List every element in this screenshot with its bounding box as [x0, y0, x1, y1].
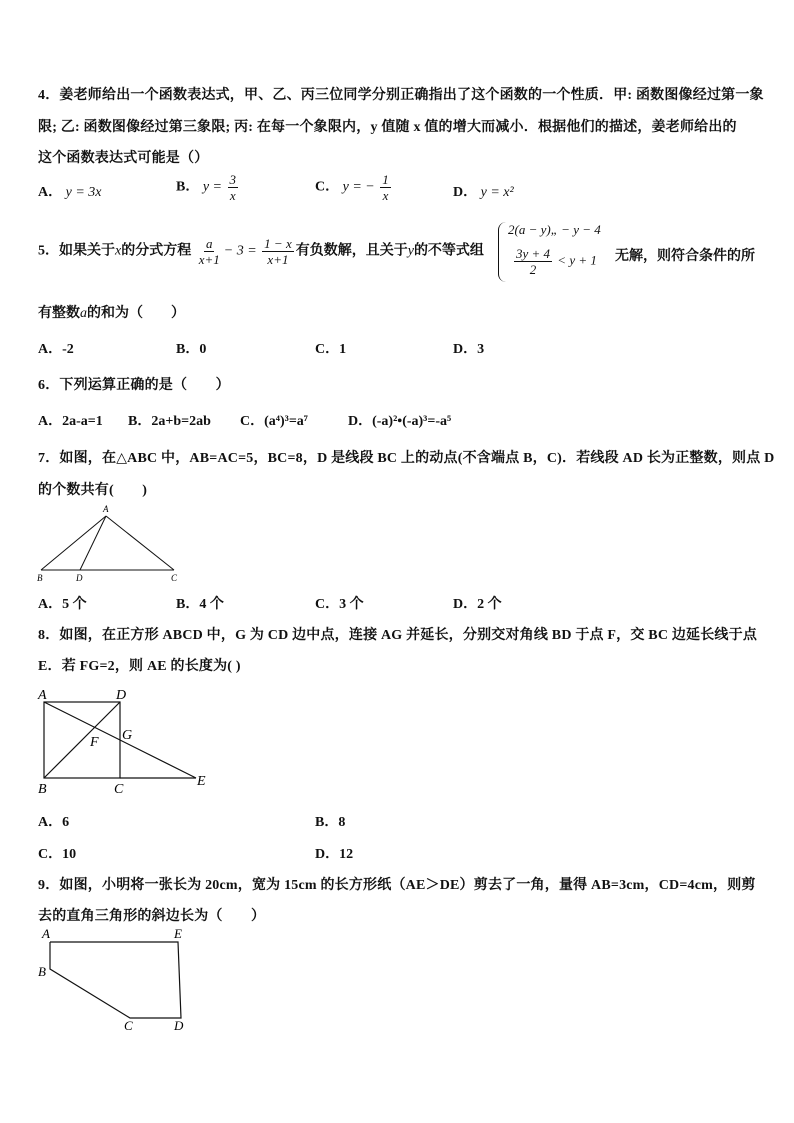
q5-option-a: A．-2: [38, 342, 74, 357]
segment-ab: [41, 516, 106, 570]
q4-stem-line3: 这个函数表达式可能是（）: [38, 151, 209, 166]
label-b: B: [38, 964, 46, 979]
fraction-numerator: a: [205, 236, 213, 251]
q4-stem-line1: 4．姜老师给出一个函数表达式，甲、乙、丙三位同学分别正确指出了这个函数的一个性质．甲: 函数图像经过第一象: [38, 88, 764, 103]
q8-option-d: D．12: [315, 847, 354, 862]
q7-option-a: A．5 个: [38, 597, 87, 612]
q5-fraction-b: [262, 236, 294, 267]
label-e: E: [197, 774, 206, 789]
label-c: C: [124, 1018, 133, 1033]
q4-option-a-label: A．: [38, 185, 63, 200]
q5-mid3: 的不等式组: [413, 243, 484, 259]
label-b: B: [38, 782, 47, 797]
q5-stem-suffix: 无解，则符合条件的所: [615, 249, 755, 264]
q5-inequality-2: [512, 246, 597, 277]
label-e: E: [174, 926, 182, 941]
q4-option-a-expr: y = 3x: [65, 185, 102, 200]
q5-option-d: D．3: [453, 342, 485, 357]
q5-minus-three: − 3 =: [223, 243, 257, 259]
q4-option-d-label: D．: [453, 185, 478, 200]
q5-prefix: 5．如果关于: [38, 243, 115, 259]
q4-option-b-fraction: [228, 172, 239, 203]
q8-option-a: A．6: [38, 815, 70, 830]
fraction-numerator: 1 − x: [264, 236, 292, 251]
q5-mid2: 有负数解，且关于: [295, 243, 408, 259]
fraction-numerator: 1: [382, 172, 389, 187]
q7-option-b: B．4 个: [176, 597, 224, 612]
q8-option-b: B．8: [315, 815, 346, 830]
q8-stem-line1: 8．如图，在正方形 ABCD 中，G 为 CD 边中点，连接 AG 并延长，分别交对角线 BD 于点 F，交 BC 边延长线于点: [38, 628, 758, 643]
q6-option-b: B．2a+b=2ab: [128, 414, 211, 429]
fraction-numerator: 3y + 4: [516, 246, 551, 261]
label-d: D: [174, 1018, 184, 1033]
label-d: D: [116, 688, 127, 703]
q6-option-d: D．(-a)²•(-a)³=-a⁵: [348, 414, 452, 429]
q8-option-c: C．10: [38, 847, 77, 862]
label-f: F: [90, 735, 99, 750]
label-a: A: [103, 504, 109, 514]
fraction-denominator: x+1: [267, 252, 289, 267]
q4-option-d: [453, 181, 514, 201]
q9-stem-line2: 去的直角三角形的斜边长为（ ）: [38, 909, 266, 924]
left-brace: [498, 222, 507, 282]
q9-cut-paper-figure: [34, 924, 204, 1040]
q5-fraction-a: [197, 236, 222, 267]
fraction-numerator: 3: [229, 172, 237, 187]
q5-mid1: 的分式方程: [121, 243, 192, 259]
diagonal-bd: [44, 702, 120, 778]
q5-option-b: B．0: [176, 342, 207, 357]
q7-stem-line1: 7．如图，在△ABC 中，AB=AC=5，BC=8，D 是线段 BC 上的动点(不含端点 B，C)．若线段 AD 长为正整数，则点 D: [38, 451, 775, 466]
q4-option-a: [38, 181, 102, 201]
fraction-denominator: 2: [529, 262, 537, 277]
q5-stem-line1: [38, 236, 484, 267]
cut-rectangle-outline: [50, 942, 181, 1018]
q4-option-b-label: B．: [176, 179, 200, 195]
q4-option-c-fraction: [380, 172, 391, 203]
segment-ad: [80, 516, 106, 570]
q8-square-figure: [34, 682, 214, 798]
q8-stem-line2: E．若 FG=2，则 AE 的长度为( ): [38, 659, 241, 674]
label-a: A: [42, 926, 50, 941]
q5-var-y: y: [407, 243, 414, 259]
q9-stem-line1: 9．如图，小明将一张长为 20cm，宽为 15cm 的长方形纸（AE＞DE）剪去了一角，量得 AB=3cm，CD=4cm，则剪: [38, 878, 756, 893]
label-c: C: [171, 573, 178, 583]
fraction-denominator: x+1: [198, 252, 220, 267]
q4-option-b: [176, 172, 240, 203]
q6-stem: 6．下列运算正确的是（ ）: [38, 378, 230, 393]
q5-var-a: a: [80, 306, 87, 321]
q6-option-a: A．2a-a=1: [38, 414, 103, 429]
q4-option-d-expr: y = x²: [480, 185, 514, 200]
q4-option-c-label: C．: [315, 179, 340, 195]
q5-option-c: C．1: [315, 342, 347, 357]
q7-triangle-figure: [34, 502, 194, 586]
label-d: D: [76, 573, 83, 583]
q7-option-d: D．2 个: [453, 597, 502, 612]
q4-option-b-lhs: y =: [202, 179, 223, 195]
label-a: A: [38, 688, 47, 703]
q5-line2-prefix: 有整数: [38, 306, 80, 321]
q4-option-c-lhs: y = −: [342, 179, 375, 195]
label-g: G: [122, 728, 133, 743]
q5-stem-line2: [38, 302, 185, 322]
q5-line2-suffix: 的和为（ ）: [87, 306, 185, 321]
q7-option-c: C．3 个: [315, 597, 364, 612]
q5-inequality-2-rhs: < y + 1: [557, 252, 597, 268]
q6-option-c: C．(a⁴)³=a⁷: [240, 414, 309, 429]
fraction-denominator: x: [229, 188, 236, 203]
q4-option-c: [315, 172, 393, 203]
fraction-denominator: x: [382, 188, 389, 203]
q5-inequality-2-fraction: [514, 246, 552, 277]
q7-stem-line2: 的个数共有( ): [38, 483, 148, 498]
segment-ac: [106, 516, 174, 570]
q5-var-x: x: [115, 243, 122, 259]
label-c: C: [114, 782, 124, 797]
label-b: B: [37, 573, 43, 583]
q5-inequality-1: 2(a − y)„ − y − 4: [508, 222, 601, 237]
q4-stem-line2: 限; 乙: 函数图像经过第三象限; 丙: 在每一个象限内，y 值随 x 值的增大而减小．根据他们的描述，姜老师给出的: [38, 120, 737, 135]
